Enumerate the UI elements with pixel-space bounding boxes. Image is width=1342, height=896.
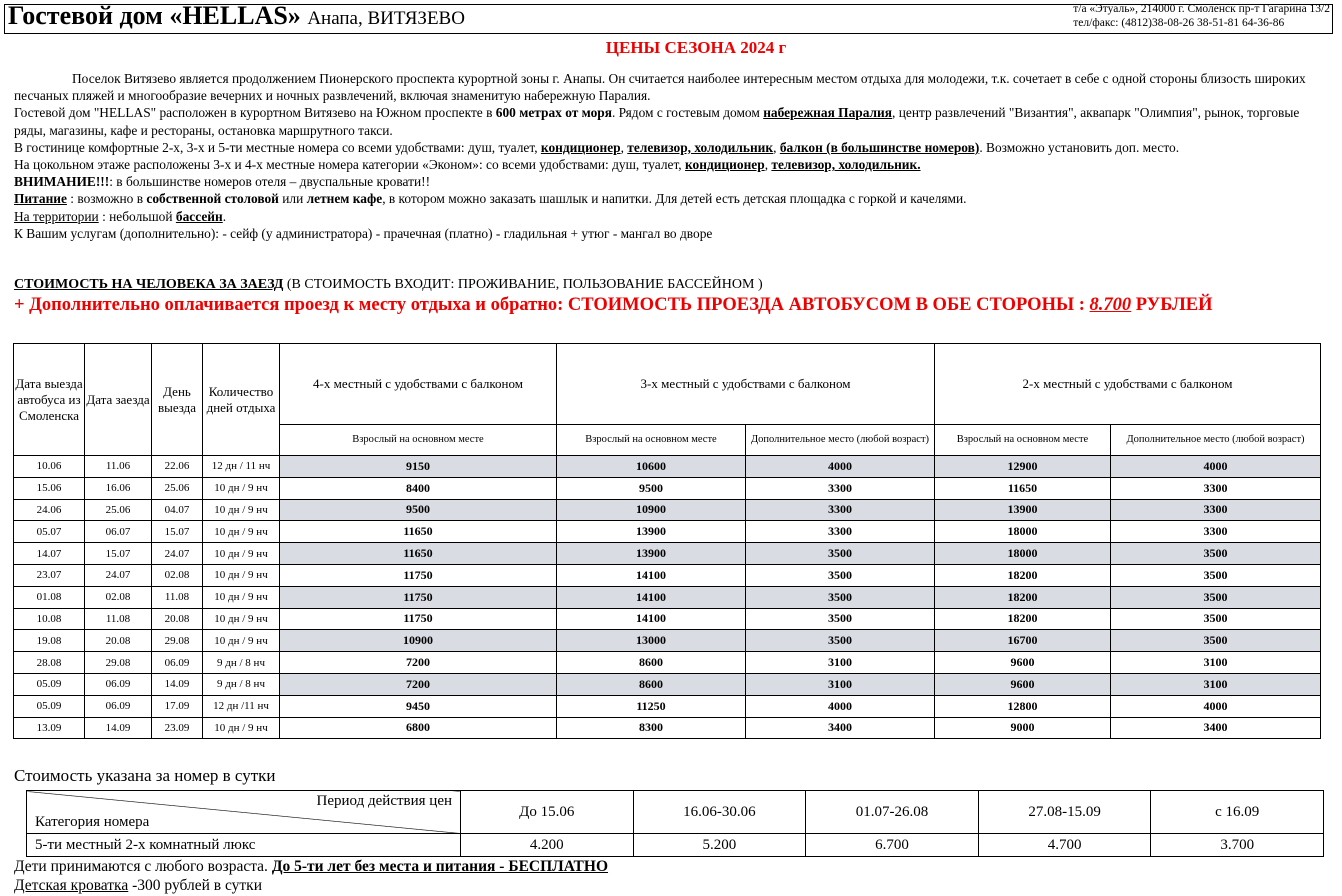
cell-days: 10 дн / 9 нч (203, 630, 280, 652)
intro-paragraph-2: Гостевой дом "HELLAS" расположен в курортном Витязево на Южном проспекте в 600 метрах от моря. Рядом с гостевым домом набережная Паралия, центр развлечений "Византия", аквапарк "Олимпия", рынок, торговые ряды, магазины, кафе и рестораны, остановка маршрутного такси. (14, 105, 1300, 138)
cell-p2e: 3400 (1111, 717, 1321, 739)
header-room3: 3-х местный с удобствами с балконом (557, 344, 935, 425)
cell-p2a: 18000 (935, 521, 1111, 543)
cell-p3a: 14100 (557, 608, 746, 630)
table-row (14, 586, 1321, 608)
cell-p3e: 3500 (746, 564, 935, 586)
cell-p4: 8400 (280, 477, 557, 499)
table-row (14, 717, 1321, 739)
table-row (14, 564, 1321, 586)
header-room4-adult: Взрослый на основном месте (280, 425, 557, 456)
cell-p4: 6800 (280, 717, 557, 739)
cell-dep: 04.07 (152, 499, 203, 521)
services-note: К Вашим услугам (дополнительно): - сейф (у администратора) - прачечная (платно) - гладильная + утюг - мангал во дворе (14, 225, 713, 241)
table-row (14, 695, 1321, 717)
cell-p4: 9450 (280, 695, 557, 717)
header-room3-adult: Взрослый на основном месте (557, 425, 746, 456)
diagonal-header-cell (27, 791, 461, 834)
cell-p3a: 8600 (557, 652, 746, 674)
header-departure: День выезда (152, 344, 203, 456)
intro-paragraph-4: На цокольном этаже расположены 3-х и 4-х местные номера категории «Эконом»: со всеми удобствами: душ, туалет, кондиционер, телевизор, холодильник. (14, 157, 921, 173)
cell-p2a: 18000 (935, 543, 1111, 565)
cell-dep: 23.09 (152, 717, 203, 739)
children-note: Дети принимаются с любого возраста. До 5-ти лет без места и питания - БЕСПЛАТНО (14, 858, 609, 875)
cell-arr: 06.09 (85, 695, 152, 717)
cell-p4: 11650 (280, 521, 557, 543)
cell-bus: 28.08 (14, 652, 85, 674)
cell-dep: 29.08 (152, 630, 203, 652)
cell-p2e: 3100 (1111, 652, 1321, 674)
cell-p2a: 9600 (935, 673, 1111, 695)
cell-p4: 9500 (280, 499, 557, 521)
cell-p2a: 12900 (935, 456, 1111, 478)
header-room2-extra: Дополнительное место (любой возраст) (1111, 425, 1321, 456)
cell-p3a: 10900 (557, 499, 746, 521)
cell-p4: 7200 (280, 652, 557, 674)
cell-p3e: 3300 (746, 477, 935, 499)
cell-p2e: 3500 (1111, 543, 1321, 565)
cell-p2e: 3500 (1111, 608, 1321, 630)
cell-days: 10 дн / 9 нч (203, 564, 280, 586)
cell-p3a: 9500 (557, 477, 746, 499)
cell-p2a: 12800 (935, 695, 1111, 717)
cell-days: 9 дн / 8 нч (203, 673, 280, 695)
cell-arr: 02.08 (85, 586, 152, 608)
cell-dep: 24.07 (152, 543, 203, 565)
cell-arr: 24.07 (85, 564, 152, 586)
cell-p3e: 3100 (746, 673, 935, 695)
cell-arr: 15.07 (85, 543, 152, 565)
table-row (14, 608, 1321, 630)
cell-days: 10 дн / 9 нч (203, 608, 280, 630)
cell-p2a: 9600 (935, 652, 1111, 674)
cell-bus: 10.08 (14, 608, 85, 630)
season-title: ЦЕНЫ СЕЗОНА 2024 г (605, 38, 787, 57)
cell-days: 12 дн /11 нч (203, 695, 280, 717)
header-room2: 2-х местный с удобствами с балконом (935, 344, 1321, 425)
cell-arr: 16.06 (85, 477, 152, 499)
cell-p2e: 3500 (1111, 586, 1321, 608)
cell-p2a: 18200 (935, 586, 1111, 608)
cell-arr: 11.06 (85, 456, 152, 478)
cell-arr: 11.08 (85, 608, 152, 630)
room-name: 5-ти местный 2-х комнатный люкс (27, 834, 461, 857)
cell-p2a: 18200 (935, 608, 1111, 630)
cell-p4: 11750 (280, 586, 557, 608)
cell-dep: 17.09 (152, 695, 203, 717)
agency-phones: тел/факс: (4812)38-08-26 38-51-81 64-36-86 (1073, 17, 1285, 29)
cell-p2e: 3300 (1111, 477, 1321, 499)
room-price-1: 4.200 (461, 834, 634, 857)
cell-p2e: 3500 (1111, 564, 1321, 586)
cell-p2e: 3300 (1111, 499, 1321, 521)
cell-p3a: 11250 (557, 695, 746, 717)
hotel-location: Анапа, ВИТЯЗЕВО (307, 8, 465, 29)
cell-p2e: 3500 (1111, 630, 1321, 652)
cell-p3a: 8300 (557, 717, 746, 739)
cell-p3e: 3400 (746, 717, 935, 739)
cell-days: 12 дн / 11 нч (203, 456, 280, 478)
cell-p2e: 3100 (1111, 673, 1321, 695)
table-row (14, 456, 1321, 478)
cell-p2a: 9000 (935, 717, 1111, 739)
cell-p3e: 3300 (746, 499, 935, 521)
cell-p2a: 11650 (935, 477, 1111, 499)
room-price-table (26, 790, 1324, 857)
cell-p3a: 13900 (557, 521, 746, 543)
cell-p3a: 13900 (557, 543, 746, 565)
cell-p4: 7200 (280, 673, 557, 695)
cell-p4: 11750 (280, 564, 557, 586)
cell-days: 10 дн / 9 нч (203, 477, 280, 499)
cell-dep: 20.08 (152, 608, 203, 630)
cell-dep: 11.08 (152, 586, 203, 608)
cell-arr: 25.06 (85, 499, 152, 521)
room-table-caption: Стоимость указана за номер в сутки (14, 766, 276, 785)
cell-p4: 11750 (280, 608, 557, 630)
hotel-title: Гостевой дом «HELLAS» Анапа, ВИТЯЗЕВО (8, 1, 465, 30)
cell-p3e: 3300 (746, 521, 935, 543)
attention-note: ВНИМАНИЕ!!!: в большинстве номеров отеля – двуспальные кровати!! (14, 174, 431, 190)
room-price-2: 5.200 (633, 834, 806, 857)
territory-note: На территории : небольшой бассейн. (14, 208, 227, 224)
cell-arr: 29.08 (85, 652, 152, 674)
header-room3-extra: Дополнительное место (любой возраст) (746, 425, 935, 456)
agency-address: т/а «Этуаль», 214000 г. Смоленск пр-т Гагарина 13/2 (1073, 3, 1330, 15)
period-2: 16.06-30.06 (633, 791, 806, 834)
cell-p3e: 4000 (746, 695, 935, 717)
cell-dep: 14.09 (152, 673, 203, 695)
cell-p4: 10900 (280, 630, 557, 652)
cell-bus: 10.06 (14, 456, 85, 478)
cell-p3a: 8600 (557, 673, 746, 695)
cell-arr: 14.09 (85, 717, 152, 739)
cell-arr: 06.07 (85, 521, 152, 543)
cell-arr: 06.09 (85, 673, 152, 695)
intro-text (14, 70, 1324, 242)
table-row (14, 499, 1321, 521)
cell-p2a: 18200 (935, 564, 1111, 586)
cell-p3e: 3500 (746, 630, 935, 652)
header-days: Количество дней отдыха (203, 344, 280, 456)
intro-paragraph-1: Поселок Витязево является продолжением Пионерского проспекта курортной зоны г. Анапы. Он считается наиболее интересным местом отдыха для молодежи, т.к. сочетает в себе с одной стороны близость широких песчаных пляжей и многообразие вечерних и ночных развлечений, включая знаменитую набережную Паралия. (14, 71, 1306, 104)
cell-p3a: 13000 (557, 630, 746, 652)
intro-paragraph-3: В гостинице комфортные 2-х, 3-х и 5-ти местные номера со всеми удобствами: душ, туалет, кондиционер, телевизор, холодильник, балкон (в большинстве номеров). Возможно установить доп. место. (14, 139, 1180, 155)
header-room2-adult: Взрослый на основном месте (935, 425, 1111, 456)
room-price-4: 4.700 (978, 834, 1151, 857)
period-1: До 15.06 (461, 791, 634, 834)
table-row (14, 673, 1321, 695)
cell-days: 10 дн / 9 нч (203, 521, 280, 543)
cell-bus: 14.07 (14, 543, 85, 565)
cell-bus: 13.09 (14, 717, 85, 739)
cell-days: 9 дн / 8 нч (203, 652, 280, 674)
cell-p4: 11650 (280, 543, 557, 565)
period-4: 27.08-15.09 (978, 791, 1151, 834)
cell-bus: 05.07 (14, 521, 85, 543)
cell-p3a: 14100 (557, 564, 746, 586)
cell-days: 10 дн / 9 нч (203, 543, 280, 565)
table-row (14, 543, 1321, 565)
cell-p3e: 3100 (746, 652, 935, 674)
cell-p3e: 3500 (746, 586, 935, 608)
table-row (14, 477, 1321, 499)
cell-p2a: 13900 (935, 499, 1111, 521)
cell-p3e: 3500 (746, 543, 935, 565)
cell-p2e: 3300 (1111, 521, 1321, 543)
cell-p3a: 14100 (557, 586, 746, 608)
cell-days: 10 дн / 9 нч (203, 586, 280, 608)
bus-fare-price: 8.700 (1089, 295, 1132, 315)
cell-p3e: 3500 (746, 608, 935, 630)
cell-arr: 20.08 (85, 630, 152, 652)
cell-p2e: 4000 (1111, 456, 1321, 478)
cell-bus: 24.06 (14, 499, 85, 521)
cell-p4: 9150 (280, 456, 557, 478)
period-5: с 16.09 (1151, 791, 1324, 834)
cell-days: 10 дн / 9 нч (203, 499, 280, 521)
cell-bus: 01.08 (14, 586, 85, 608)
room-price-3: 6.700 (806, 834, 979, 857)
room-price-5: 3.700 (1151, 834, 1324, 857)
cell-days: 10 дн / 9 нч (203, 717, 280, 739)
cost-line: СТОИМОСТЬ НА ЧЕЛОВЕКА ЗА ЗАЕЗД (В СТОИМОСТЬ ВХОДИТ: ПРОЖИВАНИЕ, ПОЛЬЗОВАНИЕ БАССЕЙНОМ ) (14, 277, 763, 292)
table-row (14, 652, 1321, 674)
category-label: Категория номера (35, 814, 150, 830)
crib-note: Детская кроватка -300 рублей в сутки (14, 877, 263, 894)
header-bus-date: Дата выезда автобуса из Смоленска (14, 344, 85, 456)
cell-dep: 06.09 (152, 652, 203, 674)
cell-p3e: 4000 (746, 456, 935, 478)
cell-bus: 23.07 (14, 564, 85, 586)
cell-bus: 15.06 (14, 477, 85, 499)
contacts (1073, 2, 1330, 30)
cell-dep: 25.06 (152, 477, 203, 499)
cell-dep: 22.06 (152, 456, 203, 478)
cell-p2a: 16700 (935, 630, 1111, 652)
cell-bus: 05.09 (14, 673, 85, 695)
period-3: 01.07-26.08 (806, 791, 979, 834)
cell-bus: 05.09 (14, 695, 85, 717)
header-room4: 4-х местный с удобствами с балконом (280, 344, 557, 425)
cell-dep: 02.08 (152, 564, 203, 586)
bus-fare-line: + Дополнительно оплачивается проезд к месту отдыха и обратно: СТОИМОСТЬ ПРОЕЗДА АВТОБУСОМ В ОБЕ СТОРОНЫ : 8.700 РУБЛЕЙ (14, 295, 1213, 315)
header-arrival: Дата заезда (85, 344, 152, 456)
meals-note: Питание : возможно в собственной столовой или летнем кафе, в котором можно заказать шашлык и напитки. Для детей есть детская площадка с горкой и качелями. (14, 191, 967, 207)
period-label: Период действия цен (316, 793, 452, 809)
price-table (13, 343, 1321, 739)
cell-p3a: 10600 (557, 456, 746, 478)
cell-p2e: 4000 (1111, 695, 1321, 717)
table-row (14, 521, 1321, 543)
cell-bus: 19.08 (14, 630, 85, 652)
table-row (14, 630, 1321, 652)
cell-dep: 15.07 (152, 521, 203, 543)
